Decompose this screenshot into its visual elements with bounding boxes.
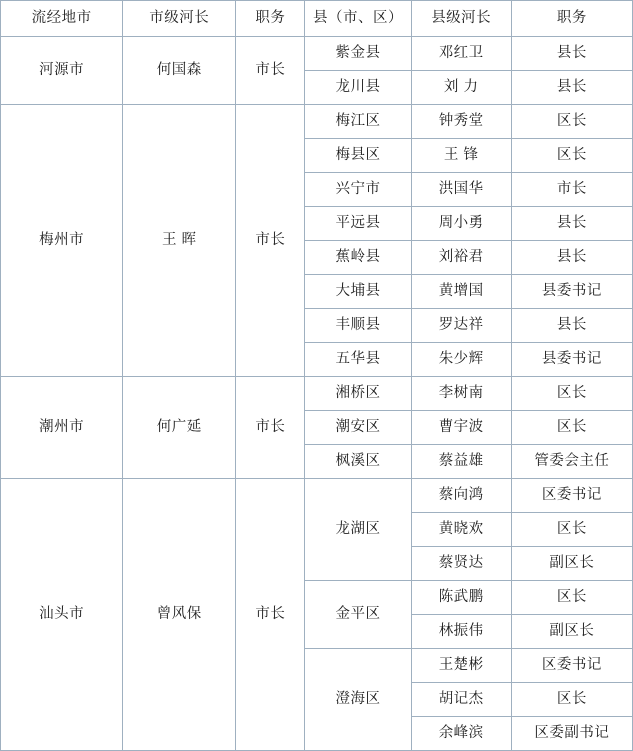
county-cell: 金平区	[305, 581, 411, 649]
county-post-cell: 副区长	[511, 615, 632, 649]
county-chief-cell: 林振伟	[411, 615, 511, 649]
column-header-city-chief: 市级河长	[123, 1, 236, 37]
county-cell: 平远县	[305, 207, 411, 241]
county-cell: 湘桥区	[305, 377, 411, 411]
county-post-cell: 区长	[511, 105, 632, 139]
county-post-cell: 区长	[511, 513, 632, 547]
county-chief-cell: 洪国华	[411, 173, 511, 207]
county-post-cell: 市长	[511, 173, 632, 207]
county-chief-cell: 胡记杰	[411, 683, 511, 717]
county-cell: 龙川县	[305, 71, 411, 105]
county-cell: 五华县	[305, 343, 411, 377]
county-cell: 梅江区	[305, 105, 411, 139]
city-post-cell: 市长	[236, 377, 305, 479]
county-chief-cell: 蔡向鸿	[411, 479, 511, 513]
city-chief-cell: 何国森	[123, 37, 236, 105]
county-post-cell: 县委书记	[511, 275, 632, 309]
city-post-cell: 市长	[236, 105, 305, 377]
county-post-cell: 区委副书记	[511, 717, 632, 751]
county-chief-cell: 曹宇波	[411, 411, 511, 445]
county-post-cell: 区委书记	[511, 479, 632, 513]
county-cell: 蕉岭县	[305, 241, 411, 275]
county-chief-cell: 朱少辉	[411, 343, 511, 377]
table-header	[1, 1, 633, 37]
county-cell: 梅县区	[305, 139, 411, 173]
county-post-cell: 县长	[511, 37, 632, 71]
county-chief-cell: 罗达祥	[411, 309, 511, 343]
city-chief-cell: 何广延	[123, 377, 236, 479]
county-cell: 龙湖区	[305, 479, 411, 581]
table-body	[1, 37, 633, 751]
county-cell: 紫金县	[305, 37, 411, 71]
column-header-county-chief: 县级河长	[411, 1, 511, 37]
county-post-cell: 县长	[511, 241, 632, 275]
county-chief-cell: 蔡益雄	[411, 445, 511, 479]
county-chief-cell: 陈武鹏	[411, 581, 511, 615]
county-chief-cell: 黄晓欢	[411, 513, 511, 547]
county-chief-cell: 蔡贤达	[411, 547, 511, 581]
county-cell: 丰顺县	[305, 309, 411, 343]
county-post-cell: 区长	[511, 683, 632, 717]
county-chief-cell: 李树南	[411, 377, 511, 411]
county-post-cell: 县长	[511, 71, 632, 105]
county-chief-cell: 邓红卫	[411, 37, 511, 71]
city-post-cell: 市长	[236, 479, 305, 751]
county-chief-cell: 刘 力	[411, 71, 511, 105]
county-chief-cell: 钟秀堂	[411, 105, 511, 139]
county-post-cell: 区长	[511, 139, 632, 173]
county-chief-cell: 王 锋	[411, 139, 511, 173]
table-row	[1, 105, 633, 139]
county-post-cell: 区长	[511, 411, 632, 445]
county-post-cell: 区长	[511, 377, 632, 411]
county-chief-cell: 余峰滨	[411, 717, 511, 751]
table-row	[1, 377, 633, 411]
column-header-city-post: 职务	[236, 1, 305, 37]
city-chief-cell: 曾风保	[123, 479, 236, 751]
city-chief-cell: 王 晖	[123, 105, 236, 377]
column-header-county-post: 职务	[511, 1, 632, 37]
column-header-county: 县（市、区）	[305, 1, 411, 37]
county-cell: 澄海区	[305, 649, 411, 751]
county-chief-cell: 周小勇	[411, 207, 511, 241]
county-cell: 潮安区	[305, 411, 411, 445]
county-post-cell: 区委书记	[511, 649, 632, 683]
county-post-cell: 县委书记	[511, 343, 632, 377]
city-post-cell: 市长	[236, 37, 305, 105]
city-cell: 汕头市	[1, 479, 123, 751]
county-cell: 大埔县	[305, 275, 411, 309]
table-row	[1, 37, 633, 71]
county-chief-cell: 王楚彬	[411, 649, 511, 683]
county-post-cell: 副区长	[511, 547, 632, 581]
county-chief-cell: 黄增国	[411, 275, 511, 309]
city-cell: 河源市	[1, 37, 123, 105]
county-post-cell: 县长	[511, 207, 632, 241]
column-header-city: 流经地市	[1, 1, 123, 37]
county-post-cell: 区长	[511, 581, 632, 615]
table-row	[1, 479, 633, 513]
city-cell: 潮州市	[1, 377, 123, 479]
county-post-cell: 县长	[511, 309, 632, 343]
county-post-cell: 管委会主任	[511, 445, 632, 479]
county-chief-cell: 刘裕君	[411, 241, 511, 275]
county-cell: 兴宁市	[305, 173, 411, 207]
header-row	[1, 1, 633, 37]
county-cell: 枫溪区	[305, 445, 411, 479]
city-cell: 梅州市	[1, 105, 123, 377]
